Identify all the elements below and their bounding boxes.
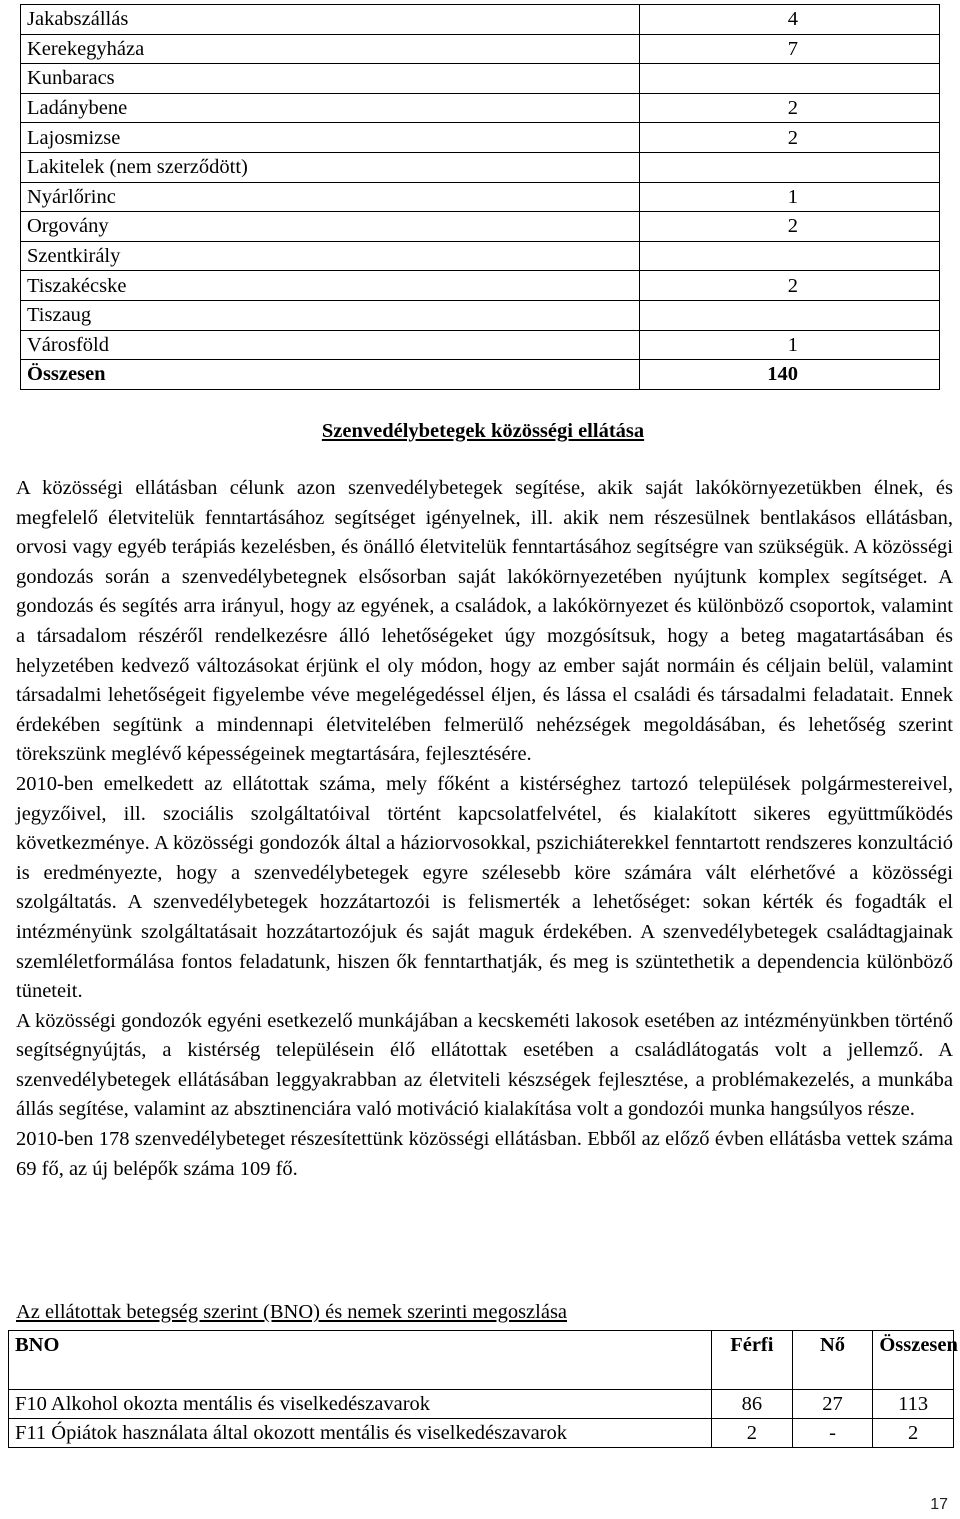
settlement-count: 2 (640, 271, 940, 301)
settlement-name: Tiszaug (21, 300, 640, 330)
table-row (21, 34, 940, 64)
settlements-table (20, 4, 940, 390)
settlement-name: Nyárlőrinc (21, 182, 640, 212)
table-row (21, 182, 940, 212)
paragraph: 2010-ben emelkedett az ellátottak száma, mely főként a kistérséghez tartozó települések polgármestereivel, jegyzőivel, ill. szociális szolgáltatóival történt kapcsolatfelvétel, és kialakított sikeres együttműködés következménye. A közösségi gondozók által a háziorvosokkal, pszichiáterekkel fenntartott rendszeres konzultáció is eredményezte, hogy a szenvedélybetegek egyre szélesebb köre számára vált elérhetővé a közösségi szolgáltatás. A szenvedélybetegek hozzátartozói is felismerték a lehetőséget: sokan kérték és fogadták el intézményünk szolgáltatásait hozzátartozójuk és saját maguk érdekében. A szenvedélybetegek családtagjainak szemléletformálása fontos feladatunk, hiszen ők fenntarthatják, és meg is szüntethetik a dependencia különböző tüneteit. (16, 772, 953, 1003)
header-total: Összesen (873, 1331, 954, 1390)
paragraph: A közösségi ellátásban célunk azon szenvedélybetegek segítése, akik saját lakókörnyezetükben élnek, és megfelelő életvitelük fenntartásához segítséget igényelnek, ill. akik nem részesülnek bentlakásos ellátásban, orvosi vagy egyéb terápiás kezelésben, és önálló életvitelük fenntartásához segítségre van szükségük. A közösségi gondozás során a szenvedélybetegnek elsősorban saját lakókörnyezetében nyújtunk komplex segítséget. A gondozás és segítés arra irányul, hogy az egyének, a családok, a lakókörnyezet és különböző csoportok, valamint a társadalom részéről rendelkezésre álló lehetőségeket úgy mozgósítsuk, hogy a beteg magatartásában és helyzetében kedvező változásokat érjünk el oly módon, hogy az ember saját normáin és céljain belül, valamint társadalmi lehetőségeit figyelembe véve megelégedéssel éljen, és lássa el családi és társadalmi feladatait. Ennek érdekében segítünk a mindennapi életvitelében felmerülő nehézségek megoldásában, és lehetőség szerint törekszünk meglévő képességeinek megtartására, fejlesztésére. (16, 477, 953, 766)
settlement-name: Kunbaracs (21, 64, 640, 94)
settlement-count: 7 (640, 34, 940, 64)
settlement-name: Kerekegyháza (21, 34, 640, 64)
page-number: 17 (930, 1496, 948, 1513)
total-count: 2 (873, 1419, 954, 1448)
total-row (21, 360, 940, 390)
settlement-count: 2 (640, 93, 940, 123)
table-row (21, 271, 940, 301)
settlement-count: 1 (640, 182, 940, 212)
bno-diagnosis: F11 Ópiátok használata által okozott mentális és viselkedészavarok (9, 1419, 712, 1448)
header-bno: BNO (9, 1331, 712, 1390)
settlement-count: 1 (640, 330, 940, 360)
paragraph: A közösségi gondozók egyéni esetkezelő munkájában a kecskeméti lakosok esetében az intézményünkben történő segítségnyújtás, a kistérség településein élő ellátottak esetében a családlátogatás volt a jellemző. A szenvedélybetegek ellátásában leggyakrabban az életviteli készségek fejlesztése, a problémakezelés, a munkába állás segítése, valamint az absztinenciára való motiváció kialakítása volt a gondozói munka hangsúlyos része. (16, 1009, 953, 1121)
settlement-name: Szentkirály (21, 241, 640, 271)
table-row (9, 1390, 954, 1419)
settlement-count (640, 300, 940, 330)
total-count: 113 (873, 1390, 954, 1419)
table-row (21, 123, 940, 153)
table-row (21, 241, 940, 271)
total-label: Összesen (21, 360, 640, 390)
body-text (16, 474, 953, 1184)
settlement-name: Jakabszállás (21, 5, 640, 35)
settlement-count (640, 64, 940, 94)
table-row (21, 300, 940, 330)
female-count: 27 (792, 1390, 873, 1419)
settlement-name: Lakitelek (nem szerződött) (21, 152, 640, 182)
bno-diagnosis: F10 Alkohol okozta mentális és viselkedészavarok (9, 1390, 712, 1419)
settlement-count (640, 152, 940, 182)
section-heading: Szenvedélybetegek közösségi ellátása (321, 420, 645, 442)
total-value: 140 (640, 360, 940, 390)
settlement-count: 2 (640, 123, 940, 153)
header-male: Férfi (712, 1331, 793, 1390)
settlement-name: Orgovány (21, 212, 640, 242)
settlement-count: 2 (640, 212, 940, 242)
settlement-count (640, 241, 940, 271)
female-count: - (792, 1419, 873, 1448)
table-row (21, 93, 940, 123)
table-header-row (9, 1331, 954, 1390)
header-female: Nő (792, 1331, 873, 1390)
settlement-name: Lajosmizse (21, 123, 640, 153)
table-row (9, 1419, 954, 1448)
table-row (21, 212, 940, 242)
settlement-name: Városföld (21, 330, 640, 360)
settlement-count: 4 (640, 5, 940, 35)
male-count: 2 (712, 1419, 793, 1448)
table-row (21, 330, 940, 360)
bno-table (8, 1330, 958, 1448)
table-row (21, 64, 940, 94)
male-count: 86 (712, 1390, 793, 1419)
settlement-name: Ladánybene (21, 93, 640, 123)
paragraph: 2010-ben 178 szenvedélybeteget részesítettünk közösségi ellátásban. Ebből az előző évben ellátásba vettek száma 69 fő, az új belépők száma 109 fő. (16, 1128, 953, 1180)
table-row (21, 152, 940, 182)
bno-table-caption: Az ellátottak betegség szerint (BNO) és nemek szerinti megoszlása (16, 1301, 568, 1323)
settlement-name: Tiszakécske (21, 271, 640, 301)
table-row (21, 5, 940, 35)
